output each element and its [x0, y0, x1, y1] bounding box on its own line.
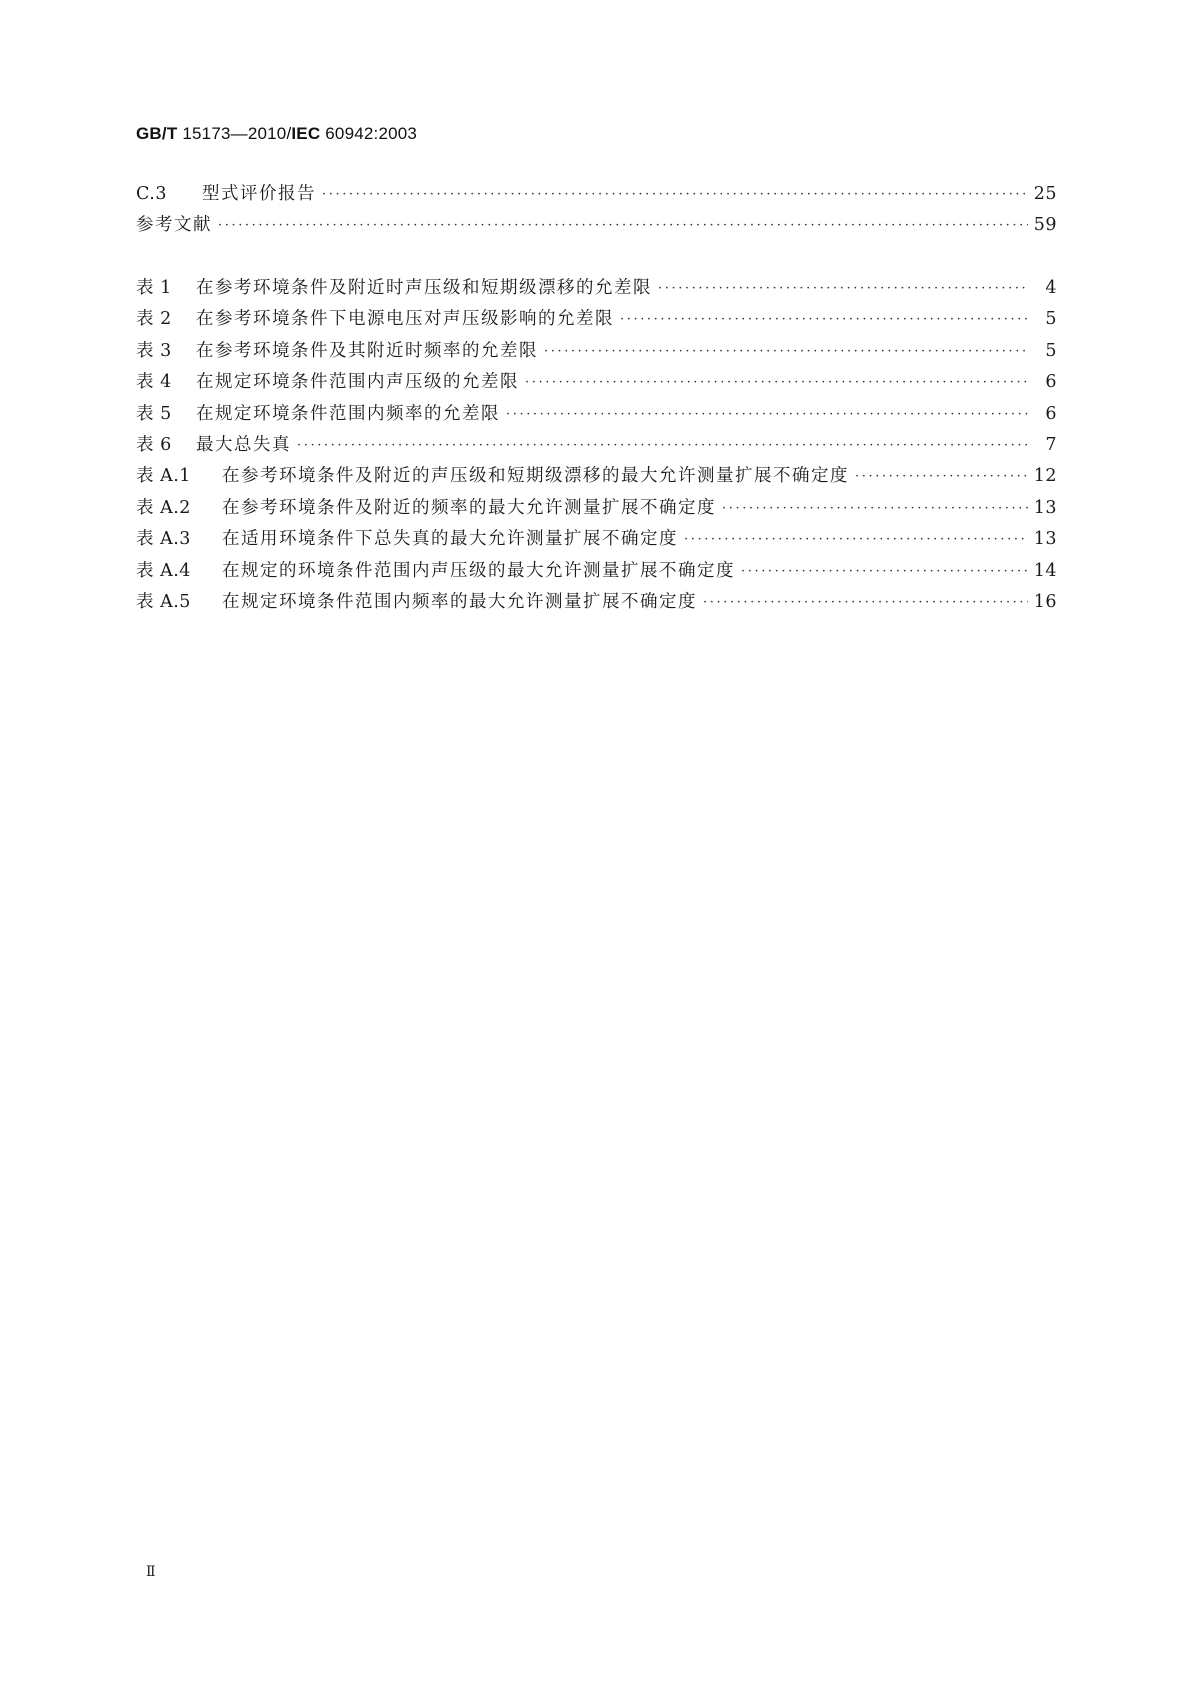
toc-entry-title: 在适用环境条件下总失真的最大允许测量扩展不确定度 [222, 529, 678, 550]
toc-table-entry[interactable] [136, 431, 1057, 462]
toc-main-section [136, 180, 1057, 243]
toc-entry-page: 13 [1033, 529, 1057, 550]
header-standard-number: 15173—2010/ [182, 124, 292, 143]
dot-leader [855, 469, 1028, 484]
toc-entry-title: 在参考环境条件下电源电压对声压级影响的允差限 [196, 309, 614, 330]
toc-entry-page: 6 [1045, 372, 1057, 393]
toc-entry-number: C.3 [136, 184, 167, 204]
dot-leader [297, 438, 1029, 453]
toc-table-entry[interactable] [136, 588, 1057, 619]
toc-entry-title: 最大总失真 [196, 434, 291, 455]
toc-entry-number: 表 A.3 [136, 529, 191, 550]
toc-entry-page: 14 [1033, 560, 1057, 581]
toc-entry-page: 4 [1045, 278, 1057, 298]
dot-leader [506, 407, 1029, 422]
toc-table-entry[interactable] [136, 274, 1057, 305]
toc-entry-number: 表 A.4 [136, 560, 191, 581]
document-header [136, 124, 417, 144]
toc-entry-number: 表 2 [136, 309, 172, 330]
toc-table-entry[interactable] [136, 494, 1057, 525]
toc-entry-title: 在参考环境条件及附近的频率的最大允许测量扩展不确定度 [222, 497, 716, 518]
toc-tables-section [136, 274, 1057, 619]
header-iec-number: 60942:2003 [325, 124, 418, 143]
page-number-footer: Ⅱ [146, 1564, 156, 1580]
toc-entry-page: 59 [1033, 215, 1057, 236]
toc-entry-page: 7 [1045, 434, 1057, 455]
toc-entry-page: 5 [1045, 340, 1057, 361]
toc-entry-title: 在参考环境条件及其附近时频率的允差限 [196, 340, 538, 361]
toc-table-entry[interactable] [136, 525, 1057, 556]
toc-table-entry[interactable] [136, 368, 1057, 399]
toc-table-entry[interactable] [136, 400, 1057, 431]
toc-entry-page: 25 [1033, 184, 1057, 204]
toc-table-entry[interactable] [136, 557, 1057, 588]
dot-leader [722, 501, 1028, 516]
toc-entry-page: 5 [1045, 309, 1057, 330]
toc-entry-page: 13 [1033, 497, 1057, 518]
dot-leader [218, 218, 1028, 233]
toc-entry-title: 在参考环境条件及附近的声压级和短期级漂移的最大允许测量扩展不确定度 [222, 466, 849, 487]
toc-table-entry[interactable] [136, 337, 1057, 368]
dot-leader [322, 187, 1028, 202]
toc-entry-title: 参考文献 [136, 215, 212, 236]
toc-entry[interactable] [136, 180, 1057, 211]
toc-entry-number: 表 1 [136, 278, 172, 298]
toc-entry-title: 在参考环境条件及附近时声压级和短期级漂移的允差限 [196, 278, 652, 298]
dot-leader [525, 375, 1029, 390]
dot-leader [620, 312, 1029, 327]
toc-entry-title: 在规定环境条件范围内频率的最大允许测量扩展不确定度 [222, 591, 697, 612]
toc-entry-number: 表 6 [136, 434, 172, 455]
toc-entry-number: 表 A.2 [136, 497, 191, 518]
header-standard-code: GB/T [136, 124, 178, 143]
toc-table-entry[interactable] [136, 305, 1057, 336]
toc-entry-page: 6 [1045, 403, 1057, 424]
dot-leader [658, 281, 1029, 296]
dot-leader [741, 564, 1028, 579]
toc-entry-page: 16 [1033, 591, 1057, 612]
toc-entry-title: 在规定环境条件范围内声压级的允差限 [196, 372, 519, 393]
toc-entry-number: 表 4 [136, 372, 172, 393]
toc-entry-number: 表 A.5 [136, 591, 191, 612]
toc-entry-title: 在规定的环境条件范围内声压级的最大允许测量扩展不确定度 [222, 560, 735, 581]
toc-entry[interactable] [136, 211, 1057, 242]
toc-entry-page: 12 [1033, 466, 1057, 487]
dot-leader [703, 595, 1028, 610]
toc-entry-number: 表 3 [136, 340, 172, 361]
toc-entry-title: 在规定环境条件范围内频率的允差限 [196, 403, 500, 424]
toc-entry-title: 型式评价报告 [202, 184, 316, 204]
toc-entry-number: 表 A.1 [136, 466, 191, 487]
toc-entry-number: 表 5 [136, 403, 172, 424]
dot-leader [684, 532, 1028, 547]
toc-table-entry[interactable] [136, 462, 1057, 493]
dot-leader [544, 344, 1029, 359]
header-iec-code: IEC [291, 124, 321, 143]
